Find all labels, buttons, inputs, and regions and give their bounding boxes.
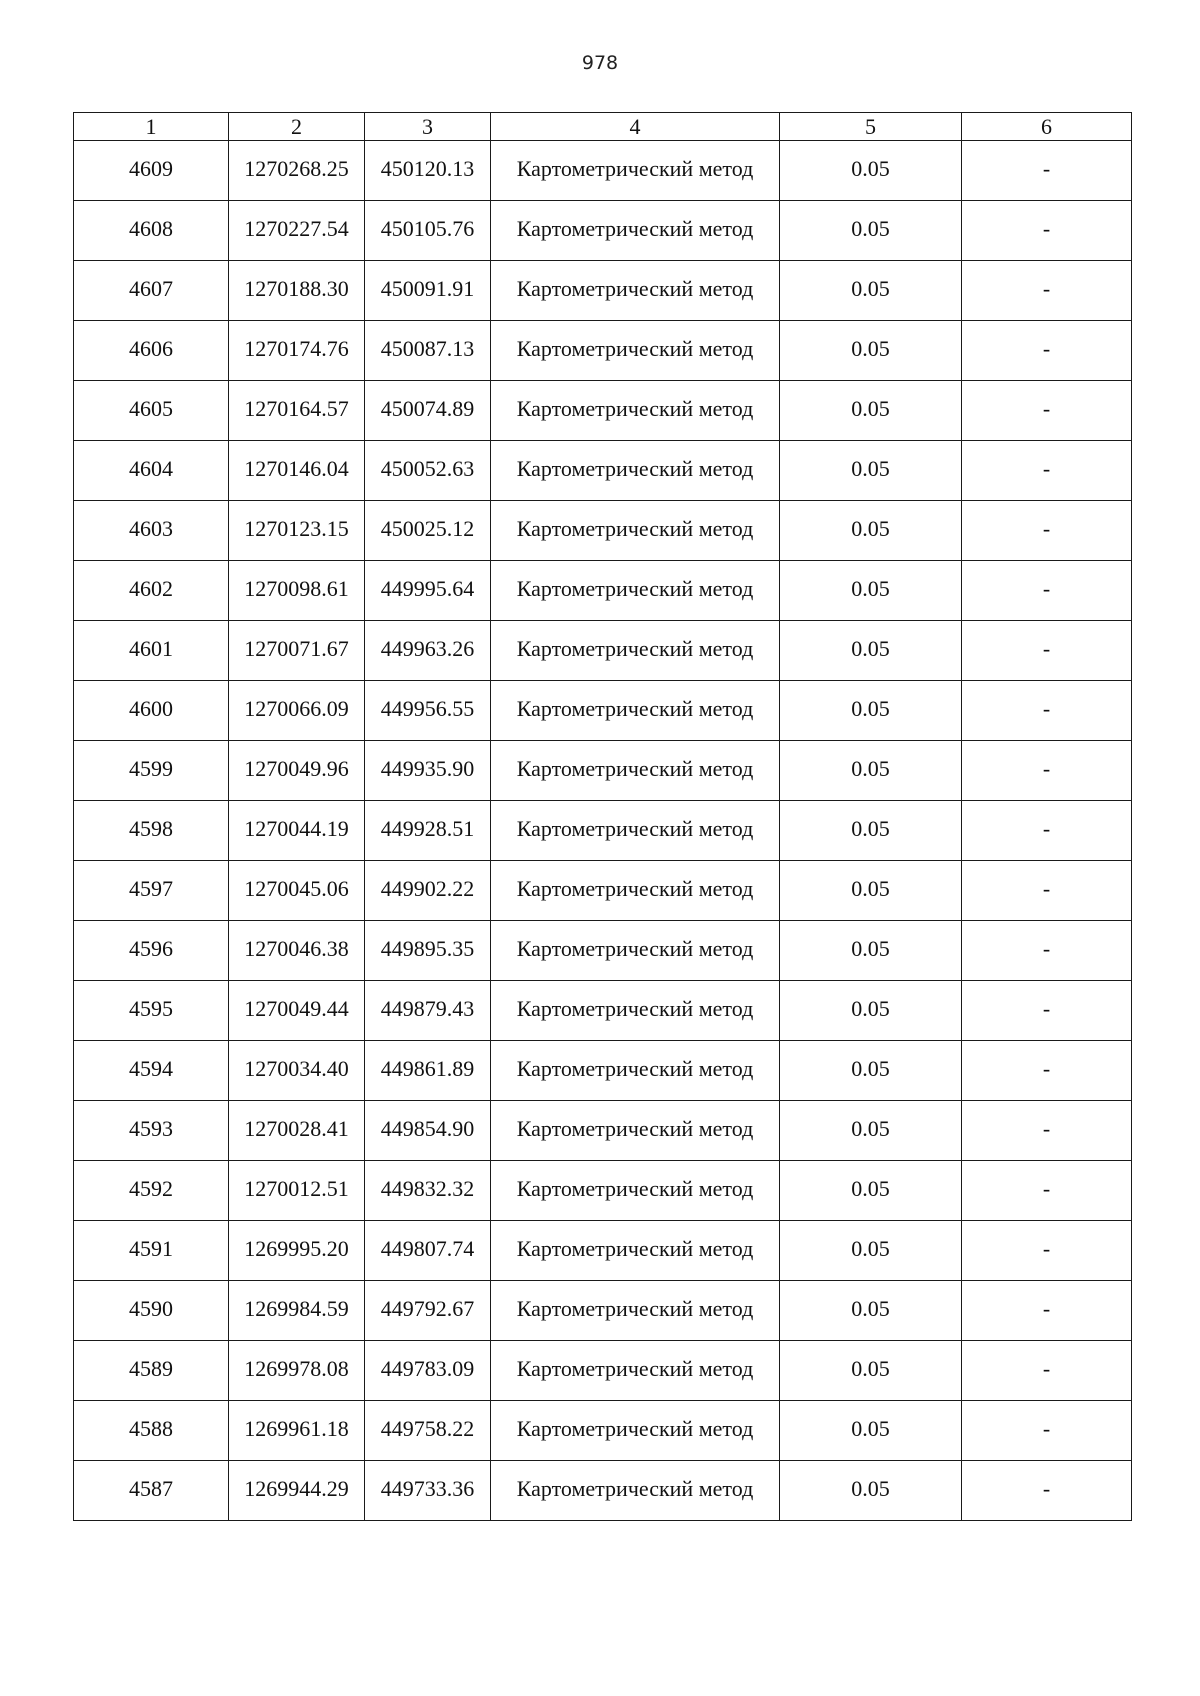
accuracy-cell: 0.05	[780, 561, 962, 621]
method-cell: Картометрический метод	[491, 981, 780, 1041]
method-cell: Картометрический метод	[491, 1221, 780, 1281]
table-row	[74, 1161, 1132, 1221]
note-cell: -	[962, 1161, 1132, 1221]
table-row	[74, 1041, 1132, 1101]
note-cell: -	[962, 501, 1132, 561]
point-number-cell: 4594	[74, 1041, 229, 1101]
note-cell: -	[962, 921, 1132, 981]
method-cell: Картометрический метод	[491, 1281, 780, 1341]
method-cell: Картометрический метод	[491, 1161, 780, 1221]
method-cell: Картометрический метод	[491, 741, 780, 801]
note-cell: -	[962, 861, 1132, 921]
table-row	[74, 921, 1132, 981]
point-number-cell: 4590	[74, 1281, 229, 1341]
note-cell: -	[962, 561, 1132, 621]
y-coordinate-cell: 449935.90	[365, 741, 491, 801]
x-coordinate-cell: 1269984.59	[229, 1281, 365, 1341]
table-row	[74, 621, 1132, 681]
accuracy-cell: 0.05	[780, 1461, 962, 1521]
x-coordinate-cell: 1270049.96	[229, 741, 365, 801]
accuracy-cell: 0.05	[780, 441, 962, 501]
y-coordinate-cell: 449783.09	[365, 1341, 491, 1401]
point-number-cell: 4602	[74, 561, 229, 621]
note-cell: -	[962, 1341, 1132, 1401]
y-coordinate-cell: 449861.89	[365, 1041, 491, 1101]
y-coordinate-cell: 449733.36	[365, 1461, 491, 1521]
y-coordinate-cell: 450087.13	[365, 321, 491, 381]
accuracy-cell: 0.05	[780, 681, 962, 741]
note-cell: -	[962, 321, 1132, 381]
point-number-cell: 4588	[74, 1401, 229, 1461]
table-header-row	[74, 113, 1132, 141]
point-number-cell: 4605	[74, 381, 229, 441]
x-coordinate-cell: 1270268.25	[229, 141, 365, 201]
method-cell: Картометрический метод	[491, 441, 780, 501]
note-cell: -	[962, 981, 1132, 1041]
note-cell: -	[962, 201, 1132, 261]
accuracy-cell: 0.05	[780, 1041, 962, 1101]
accuracy-cell: 0.05	[780, 1221, 962, 1281]
table-row	[74, 981, 1132, 1041]
accuracy-cell: 0.05	[780, 321, 962, 381]
column-header: 6	[962, 113, 1132, 141]
point-number-cell: 4608	[74, 201, 229, 261]
y-coordinate-cell: 450105.76	[365, 201, 491, 261]
table-row	[74, 861, 1132, 921]
table-row	[74, 381, 1132, 441]
point-number-cell: 4595	[74, 981, 229, 1041]
accuracy-cell: 0.05	[780, 501, 962, 561]
x-coordinate-cell: 1270028.41	[229, 1101, 365, 1161]
x-coordinate-cell: 1270098.61	[229, 561, 365, 621]
method-cell: Картометрический метод	[491, 1101, 780, 1161]
note-cell: -	[962, 621, 1132, 681]
accuracy-cell: 0.05	[780, 381, 962, 441]
table-row	[74, 1401, 1132, 1461]
column-header: 4	[491, 113, 780, 141]
table-row	[74, 1341, 1132, 1401]
method-cell: Картометрический метод	[491, 861, 780, 921]
note-cell: -	[962, 1401, 1132, 1461]
y-coordinate-cell: 449928.51	[365, 801, 491, 861]
point-number-cell: 4601	[74, 621, 229, 681]
x-coordinate-cell: 1270066.09	[229, 681, 365, 741]
note-cell: -	[962, 381, 1132, 441]
column-header: 1	[74, 113, 229, 141]
method-cell: Картометрический метод	[491, 681, 780, 741]
y-coordinate-cell: 449995.64	[365, 561, 491, 621]
accuracy-cell: 0.05	[780, 981, 962, 1041]
note-cell: -	[962, 741, 1132, 801]
note-cell: -	[962, 1221, 1132, 1281]
column-header: 3	[365, 113, 491, 141]
x-coordinate-cell: 1270071.67	[229, 621, 365, 681]
table-row	[74, 801, 1132, 861]
point-number-cell: 4607	[74, 261, 229, 321]
accuracy-cell: 0.05	[780, 201, 962, 261]
accuracy-cell: 0.05	[780, 801, 962, 861]
y-coordinate-cell: 449832.32	[365, 1161, 491, 1221]
method-cell: Картометрический метод	[491, 321, 780, 381]
accuracy-cell: 0.05	[780, 921, 962, 981]
accuracy-cell: 0.05	[780, 861, 962, 921]
y-coordinate-cell: 450025.12	[365, 501, 491, 561]
method-cell: Картометрический метод	[491, 561, 780, 621]
note-cell: -	[962, 141, 1132, 201]
table-row	[74, 501, 1132, 561]
y-coordinate-cell: 449854.90	[365, 1101, 491, 1161]
table-row	[74, 261, 1132, 321]
y-coordinate-cell: 449792.67	[365, 1281, 491, 1341]
table-row	[74, 561, 1132, 621]
y-coordinate-cell: 450120.13	[365, 141, 491, 201]
note-cell: -	[962, 1041, 1132, 1101]
x-coordinate-cell: 1270227.54	[229, 201, 365, 261]
x-coordinate-cell: 1270146.04	[229, 441, 365, 501]
x-coordinate-cell: 1270049.44	[229, 981, 365, 1041]
y-coordinate-cell: 449963.26	[365, 621, 491, 681]
point-number-cell: 4603	[74, 501, 229, 561]
x-coordinate-cell: 1270045.06	[229, 861, 365, 921]
accuracy-cell: 0.05	[780, 1101, 962, 1161]
method-cell: Картометрический метод	[491, 801, 780, 861]
note-cell: -	[962, 681, 1132, 741]
point-number-cell: 4591	[74, 1221, 229, 1281]
x-coordinate-cell: 1270046.38	[229, 921, 365, 981]
method-cell: Картометрический метод	[491, 621, 780, 681]
x-coordinate-cell: 1270012.51	[229, 1161, 365, 1221]
x-coordinate-cell: 1269978.08	[229, 1341, 365, 1401]
y-coordinate-cell: 449902.22	[365, 861, 491, 921]
note-cell: -	[962, 441, 1132, 501]
table-row	[74, 681, 1132, 741]
y-coordinate-cell: 449879.43	[365, 981, 491, 1041]
coordinates-table	[73, 112, 1132, 1521]
page-number: 978	[581, 52, 619, 74]
point-number-cell: 4592	[74, 1161, 229, 1221]
x-coordinate-cell: 1270123.15	[229, 501, 365, 561]
point-number-cell: 4599	[74, 741, 229, 801]
x-coordinate-cell: 1270174.76	[229, 321, 365, 381]
table-row	[74, 1461, 1132, 1521]
method-cell: Картометрический метод	[491, 1461, 780, 1521]
table-row	[74, 321, 1132, 381]
table-row	[74, 1101, 1132, 1161]
method-cell: Картометрический метод	[491, 1041, 780, 1101]
note-cell: -	[962, 261, 1132, 321]
x-coordinate-cell: 1270034.40	[229, 1041, 365, 1101]
point-number-cell: 4604	[74, 441, 229, 501]
x-coordinate-cell: 1269995.20	[229, 1221, 365, 1281]
point-number-cell: 4598	[74, 801, 229, 861]
method-cell: Картометрический метод	[491, 1341, 780, 1401]
accuracy-cell: 0.05	[780, 1341, 962, 1401]
y-coordinate-cell: 449807.74	[365, 1221, 491, 1281]
accuracy-cell: 0.05	[780, 261, 962, 321]
point-number-cell: 4606	[74, 321, 229, 381]
column-header: 2	[229, 113, 365, 141]
point-number-cell: 4593	[74, 1101, 229, 1161]
table-row	[74, 441, 1132, 501]
y-coordinate-cell: 450074.89	[365, 381, 491, 441]
x-coordinate-cell: 1269944.29	[229, 1461, 365, 1521]
point-number-cell: 4587	[74, 1461, 229, 1521]
accuracy-cell: 0.05	[780, 741, 962, 801]
accuracy-cell: 0.05	[780, 141, 962, 201]
table-row	[74, 741, 1132, 801]
accuracy-cell: 0.05	[780, 1401, 962, 1461]
point-number-cell: 4596	[74, 921, 229, 981]
y-coordinate-cell: 449956.55	[365, 681, 491, 741]
method-cell: Картометрический метод	[491, 381, 780, 441]
note-cell: -	[962, 1281, 1132, 1341]
point-number-cell: 4597	[74, 861, 229, 921]
y-coordinate-cell: 450091.91	[365, 261, 491, 321]
table-row	[74, 201, 1132, 261]
method-cell: Картометрический метод	[491, 501, 780, 561]
x-coordinate-cell: 1270164.57	[229, 381, 365, 441]
note-cell: -	[962, 801, 1132, 861]
y-coordinate-cell: 449758.22	[365, 1401, 491, 1461]
column-header: 5	[780, 113, 962, 141]
accuracy-cell: 0.05	[780, 1161, 962, 1221]
method-cell: Картометрический метод	[491, 261, 780, 321]
y-coordinate-cell: 450052.63	[365, 441, 491, 501]
method-cell: Картометрический метод	[491, 201, 780, 261]
x-coordinate-cell: 1270044.19	[229, 801, 365, 861]
y-coordinate-cell: 449895.35	[365, 921, 491, 981]
point-number-cell: 4609	[74, 141, 229, 201]
point-number-cell: 4589	[74, 1341, 229, 1401]
method-cell: Картометрический метод	[491, 921, 780, 981]
accuracy-cell: 0.05	[780, 1281, 962, 1341]
table-row	[74, 1221, 1132, 1281]
table-row	[74, 141, 1132, 201]
note-cell: -	[962, 1101, 1132, 1161]
x-coordinate-cell: 1269961.18	[229, 1401, 365, 1461]
method-cell: Картометрический метод	[491, 1401, 780, 1461]
point-number-cell: 4600	[74, 681, 229, 741]
method-cell: Картометрический метод	[491, 141, 780, 201]
table-body	[74, 141, 1132, 1521]
table-row	[74, 1281, 1132, 1341]
note-cell: -	[962, 1461, 1132, 1521]
x-coordinate-cell: 1270188.30	[229, 261, 365, 321]
accuracy-cell: 0.05	[780, 621, 962, 681]
